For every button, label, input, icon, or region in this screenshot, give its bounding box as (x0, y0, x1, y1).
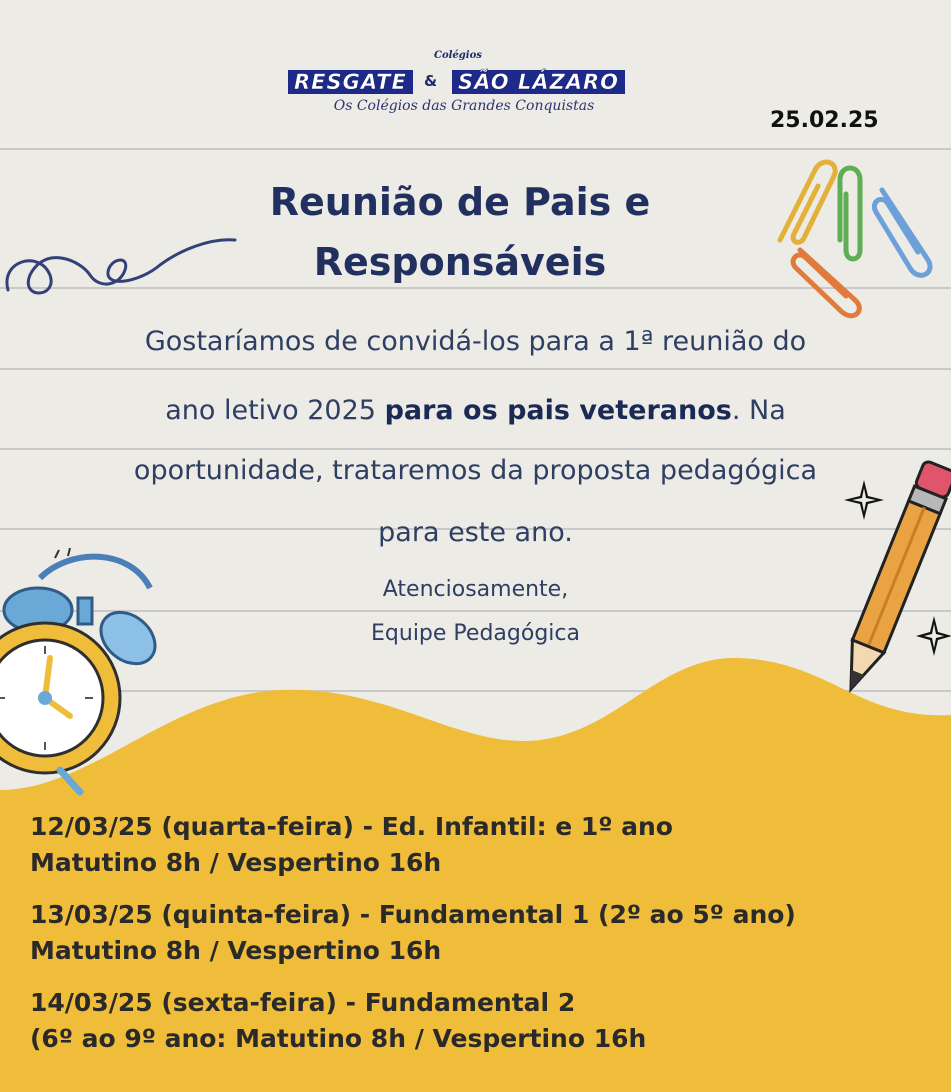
school-logo (284, 50, 644, 122)
schedule-item-1-times: Matutino 8h / Vespertino 16h (30, 848, 442, 877)
logo-slogan: Os Colégios das Grandes Conquistas (333, 98, 595, 114)
schedule-item-3-times: (6º ao 9º ano: Matutino 8h / Vespertino 16h (30, 1024, 647, 1053)
logo-brand-left: RESGATE (288, 70, 413, 94)
schedule-item-2-times: Matutino 8h / Vespertino 16h (30, 936, 442, 965)
ruled-line (0, 368, 951, 370)
page-title (180, 172, 740, 292)
pencil-icon (840, 448, 951, 703)
alarm-clock-icon (0, 548, 190, 798)
closing-text: Atenciosamente, (382, 577, 569, 602)
invitation-line-3: oportunidade, trataremos da proposta pedagógica (133, 455, 818, 486)
logo-ampersand: & (424, 72, 438, 90)
title-line-1: Reunião de Pais e (269, 180, 651, 224)
invitation-text: . Na (731, 395, 786, 426)
invitation-line-4: para este ano. (378, 517, 573, 548)
logo-small-text: Colégios (434, 50, 482, 61)
schedule-item-1-title: 12/03/25 (quarta-feira) - Ed. Infantil: e 1º ano (30, 812, 673, 841)
invitation-text: ano letivo 2025 (165, 395, 385, 426)
invitation-line-1: Gostaríamos de convidá-los para a 1ª reunião do (144, 326, 807, 357)
ruled-line (0, 448, 951, 450)
invitation-line-2 (0, 395, 951, 426)
paperclips-decoration (760, 150, 950, 320)
team-signature: Equipe Pedagógica (371, 621, 580, 646)
schedule-item-3-title: 14/03/25 (sexta-feira) - Fundamental 2 (30, 988, 576, 1017)
invitation-highlight: para os pais veteranos (384, 395, 732, 426)
title-line-2: Responsáveis (313, 240, 607, 284)
logo-brand-right: SÃO LÁZARO (452, 70, 625, 94)
date-label: 25.02.25 (770, 108, 879, 133)
schedule-item-2-title: 13/03/25 (quinta-feira) - Fundamental 1 (2º ao 5º ano) (30, 900, 796, 929)
